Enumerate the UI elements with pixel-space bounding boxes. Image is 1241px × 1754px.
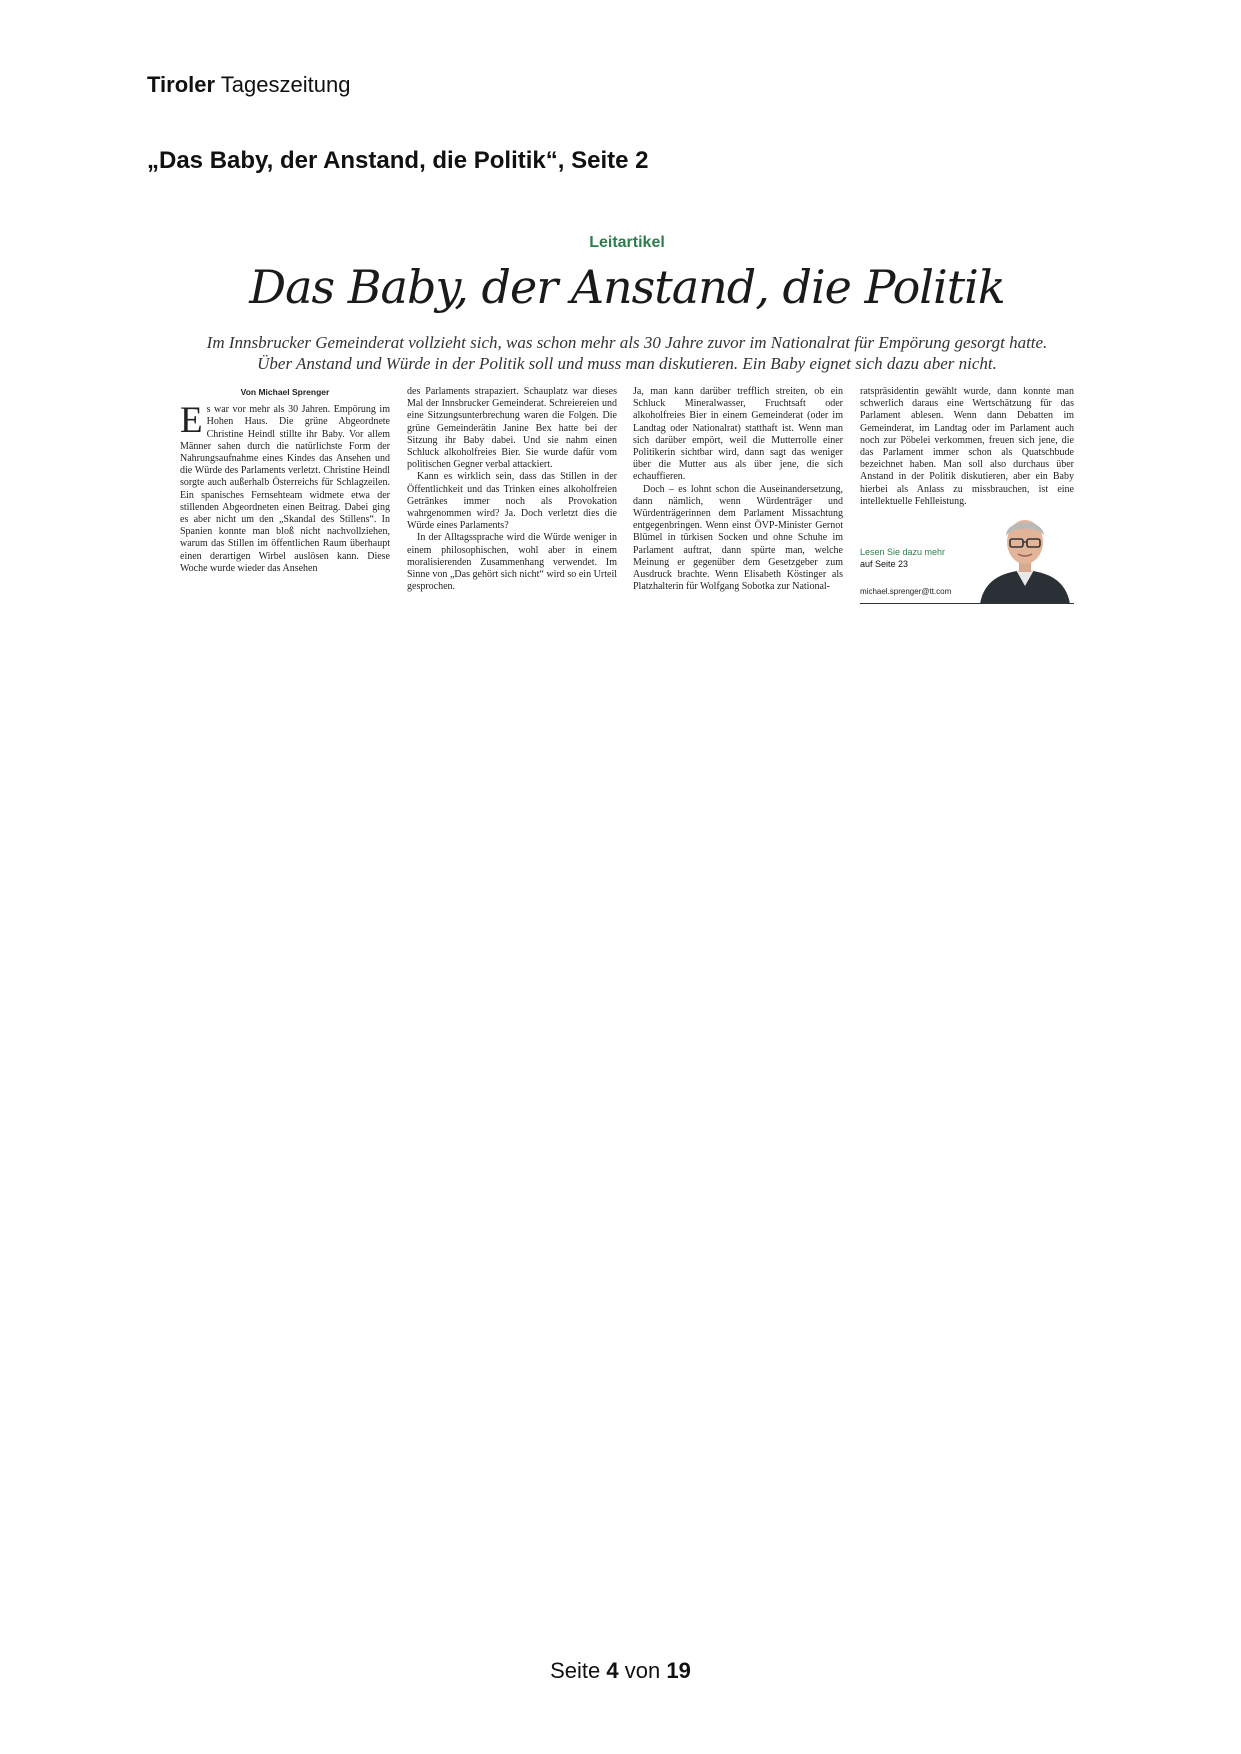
- column-rule: [860, 603, 1074, 604]
- article-paragraph: ratspräsidentin gewählt wurde, dann konnte man schwerlich daraus eine Wertschätzung für das Parlament ablesen. Wenn dann Debatten im Gemeinderat, im Landtag oder im Parlament auch noch zur Pöbelei verkommen, freuen sich jene, die das Parlament immer schon als Quatschbude bezeichnet haben. Man soll also durchaus über Anstand in der Politik diskutieren, aber ein Baby hierbei als Anlass zu missbrauchen, ist eine intellektuelle Fehlleistung.: [860, 386, 1074, 507]
- document-title: „Das Baby, der Anstand, die Politik“, Seite 2: [147, 147, 649, 174]
- article-clipping: [178, 230, 1076, 606]
- footer-current-page: 4: [606, 1658, 619, 1683]
- article-paragraph: des Parlaments strapaziert. Schauplatz war dieses Mal der Innsbrucker Gemeinderat. Schreiereien und eine Sitzungsunterbrechung waren die Folgen. Die grüne Gemeinderätin Janine Bex hatte bei der Sitzung ihr Baby dabei. Und sie nahm einen Schluck alkoholfreies Bier. Sie wurde dafür vom politischen Gegner verbal attackiert.: [407, 386, 617, 471]
- author-portrait: [976, 508, 1074, 604]
- masthead-brand-rest: Tageszeitung: [220, 72, 351, 97]
- author-email: michael.sprenger@tt.com: [860, 587, 952, 596]
- article-kicker: Leitartikel: [589, 234, 665, 251]
- article-paragraph: [180, 400, 390, 575]
- footer-word-page: Seite: [550, 1658, 601, 1683]
- read-more-page: auf Seite 23: [860, 559, 909, 569]
- footer-word-of: von: [624, 1658, 661, 1683]
- article-column-1: [180, 386, 390, 575]
- footer-total-pages: 19: [666, 1658, 691, 1683]
- article-paragraph: Doch – es lohnt schon die Auseinandersetzung, dann nämlich, wenn Würdenträger und Würdenträgerinnen dem Parlament Missachtung entgegenbringen. Wenn einst ÖVP-Minister Gernot Blümel in türkisen Socken und ohne Schuhe im Parlament auftrat, dann spürte man, welche Meinung er gegenüber dem Gesetzgeber zum Ausdruck brachte. Wenn Elisabeth Köstinger als Platzhalterin für Wolfgang Sobotka zur National-: [633, 483, 843, 593]
- column-1-text: s war vor mehr als 30 Jahren. Empörung im Hohen Haus. Die grüne Abgeordnete Christine Heindl stillte ihr Baby. Vor allem Männer sahen durch die natürlichste Form der Nahrungsaufnahme eines Kindes das Ansehen und die Würde des Parlaments verletzt. Christine Heindl sorgte auch außerhalb Österreichs für Schlagzeilen. Ein spanisches Fernsehteam widmete etwa der stillenden Abgeordneten einen Beitrag. Dabei ging es aber nicht um den „Skandal des Stillens“. In Spanien konnte man bloß nicht nachvollziehen, warum das Stillen im öffentlichen Raum überhaupt einen derartigen Wirbel auslösen kann. Diese Woche wurde wieder das Ansehen: [180, 404, 390, 574]
- article-column-2: [407, 386, 617, 593]
- drop-cap: E: [180, 400, 203, 442]
- article-paragraph: Kann es wirklich sein, dass das Stillen in der Öffentlichkeit und das Trinken eines alkoholfreien Getränkes immer noch als Provokation wahrgenommen wird? Ja. Doch verletzt dies die Würde eines Parlaments?: [407, 471, 617, 532]
- article-lead: Im Innsbrucker Gemeinderat vollzieht sich, was schon mehr als 30 Jahre zuvor im Nationalrat für Empörung gesorgt hatte. Über Anstand und Würde in der Politik soll und muss man diskutieren. Ein Baby eignet sich dazu aber nicht.: [206, 333, 1048, 373]
- article-paragraph: Ja, man kann darüber trefflich streiten, ob ein Schluck Mineralwasser, Fruchtsaft oder alkoholfreies Bier in einem Gemeinderat (oder im Landtag oder Nationalrat) statthaft ist. Wenn man sich darüber empört, weil die Mutterrolle einer Politikerin sichtbar wird, dann sagt das weniger über die Mutter aus als über jene, die sich echauffieren.: [633, 386, 843, 483]
- article-byline: Von Michael Sprenger: [240, 387, 330, 397]
- article-headline: Das Baby, der Anstand, die Politik: [249, 260, 1005, 314]
- article-paragraph: In der Alltagssprache wird die Würde weniger in einem philosophischen, wohl aber in einem moralisierenden Zusammenhang verwendet. Im Sinne von „Das gehört sich nicht“ wird so ein Urteil gesprochen.: [407, 532, 617, 593]
- article-column-3: [633, 386, 843, 593]
- masthead: [147, 72, 350, 98]
- article-column-4: [860, 386, 1074, 508]
- author-info: [860, 546, 970, 598]
- page-footer: [0, 1658, 1241, 1684]
- read-more-label: Lesen Sie dazu mehr: [860, 547, 946, 557]
- masthead-brand-bold: Tiroler: [147, 72, 216, 97]
